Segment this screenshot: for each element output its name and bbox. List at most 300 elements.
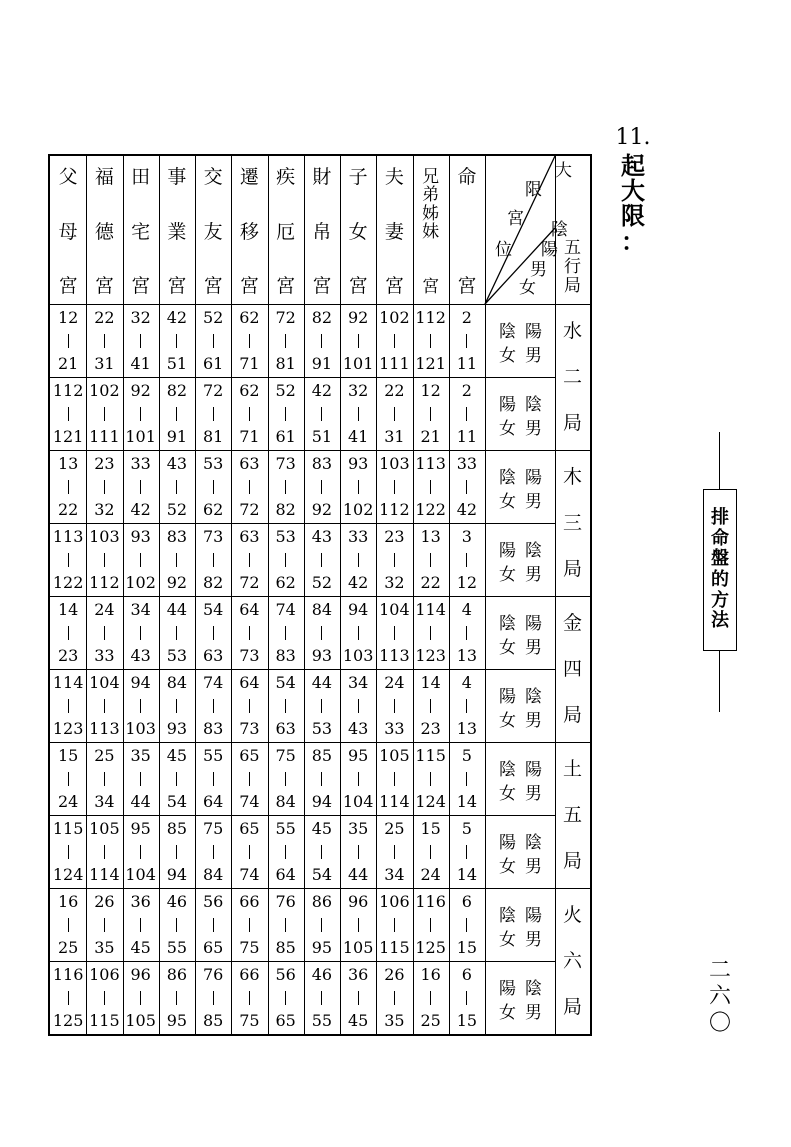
palace-header-char: 弟 xyxy=(422,185,440,206)
palace-header-char: 福 xyxy=(94,166,114,188)
range-end: 112 xyxy=(379,500,410,519)
range-dash xyxy=(358,699,359,713)
age-range-cell xyxy=(376,596,412,669)
range-dash xyxy=(176,845,177,859)
age-range-cell xyxy=(304,304,340,377)
corner-label-nan: 男 xyxy=(530,260,547,280)
range-end: 13 xyxy=(456,646,478,665)
age-range-cell xyxy=(268,304,304,377)
side-char-3: 的 xyxy=(711,569,729,590)
range-start: 54 xyxy=(275,673,296,692)
range-end: 22 xyxy=(57,500,79,519)
range-end: 122 xyxy=(415,500,446,519)
range-end: 52 xyxy=(166,500,188,519)
range-start: 23 xyxy=(384,527,405,546)
palace-header-4 xyxy=(195,156,231,304)
range-start: 75 xyxy=(275,746,296,765)
range-dash xyxy=(321,699,322,713)
range-dash xyxy=(213,699,214,713)
palace-header-char: 宮 xyxy=(58,275,78,297)
age-range-cell xyxy=(268,377,304,450)
range-start: 5 xyxy=(461,819,472,838)
range-dash xyxy=(68,553,69,567)
major-limit-table xyxy=(48,154,592,1036)
age-range-cell xyxy=(449,523,485,596)
range-start: 22 xyxy=(94,308,115,327)
range-end: 72 xyxy=(239,500,260,519)
range-dash xyxy=(321,918,322,932)
range-start: 36 xyxy=(347,965,369,984)
page-num-char-0: 二 xyxy=(708,958,731,983)
range-end: 123 xyxy=(52,719,84,738)
range-dash xyxy=(430,845,431,859)
range-dash xyxy=(430,626,431,640)
range-end: 125 xyxy=(415,938,446,957)
range-start: 44 xyxy=(311,673,333,692)
corner-label-ju-2: 局 xyxy=(564,276,581,296)
range-end: 32 xyxy=(384,573,405,592)
range-start: 112 xyxy=(415,308,446,327)
gender-char: 陰 xyxy=(499,322,516,342)
age-range-cell xyxy=(86,742,122,815)
range-dash xyxy=(430,334,431,348)
range-start: 13 xyxy=(420,527,441,546)
age-range-cell xyxy=(86,669,122,742)
range-start: 46 xyxy=(311,965,333,984)
range-start: 105 xyxy=(379,746,410,765)
palace-header-char: 宮 xyxy=(167,275,187,297)
range-start: 72 xyxy=(275,308,296,327)
range-end: 121 xyxy=(415,354,446,373)
range-end: 35 xyxy=(384,1011,405,1030)
range-end: 95 xyxy=(166,1011,188,1030)
range-dash xyxy=(466,626,467,640)
age-range-cell xyxy=(268,742,304,815)
range-dash xyxy=(213,407,214,421)
age-range-cell xyxy=(123,888,159,961)
age-range-cell xyxy=(340,523,376,596)
gender-char: 陰 xyxy=(499,614,516,634)
age-range-cell xyxy=(123,596,159,669)
range-dash xyxy=(68,699,69,713)
age-range-cell xyxy=(159,596,195,669)
age-range-cell xyxy=(159,377,195,450)
range-dash xyxy=(213,845,214,859)
range-start: 16 xyxy=(420,965,441,984)
range-start: 13 xyxy=(57,454,79,473)
gender-char: 男 xyxy=(525,492,542,512)
range-start: 53 xyxy=(202,454,224,473)
range-end: 95 xyxy=(311,938,333,957)
range-start: 116 xyxy=(52,965,84,984)
range-end: 45 xyxy=(347,1011,369,1030)
range-dash xyxy=(140,699,141,713)
range-dash xyxy=(176,991,177,1005)
range-end: 22 xyxy=(420,573,441,592)
range-start: 25 xyxy=(94,746,115,765)
range-end: 31 xyxy=(384,427,405,446)
range-end: 121 xyxy=(52,427,84,446)
age-range-cell xyxy=(195,961,231,1034)
range-start: 76 xyxy=(275,892,296,911)
range-end: 42 xyxy=(347,573,369,592)
palace-header-2 xyxy=(123,156,159,304)
palace-header-char: 父 xyxy=(58,166,78,188)
range-dash xyxy=(466,480,467,494)
age-range-cell xyxy=(449,742,485,815)
range-end: 65 xyxy=(202,938,224,957)
range-start: 14 xyxy=(420,673,441,692)
age-range-cell xyxy=(50,815,86,888)
age-range-cell xyxy=(123,961,159,1034)
palace-header-7 xyxy=(304,156,340,304)
range-dash xyxy=(358,845,359,859)
age-range-cell xyxy=(159,742,195,815)
palace-header-char: 疾 xyxy=(276,166,296,188)
age-range-cell xyxy=(50,596,86,669)
range-start: 6 xyxy=(461,965,472,984)
range-start: 95 xyxy=(130,819,151,838)
age-range-cell xyxy=(376,669,412,742)
range-dash xyxy=(285,699,286,713)
range-end: 83 xyxy=(202,719,224,738)
range-dash xyxy=(176,626,177,640)
range-end: 42 xyxy=(456,500,478,519)
age-range-cell xyxy=(449,669,485,742)
range-dash xyxy=(104,480,105,494)
age-range-cell xyxy=(123,304,159,377)
range-start: 83 xyxy=(311,454,333,473)
range-end: 64 xyxy=(275,865,296,884)
range-start: 85 xyxy=(311,746,333,765)
range-end: 102 xyxy=(125,573,156,592)
range-dash xyxy=(140,626,141,640)
gender-char: 男 xyxy=(525,711,542,731)
gender-char: 陽 xyxy=(499,833,516,853)
ju-cell-3 xyxy=(555,742,590,888)
palace-header-char: 友 xyxy=(203,220,223,243)
range-dash xyxy=(249,918,250,932)
ju-char: 三 xyxy=(562,512,582,534)
range-start: 84 xyxy=(166,673,188,692)
palace-header-char: 宅 xyxy=(131,220,151,243)
corner-label-nu: 女 xyxy=(519,278,536,298)
range-end: 33 xyxy=(384,719,405,738)
range-end: 44 xyxy=(130,792,151,811)
range-end: 84 xyxy=(275,792,296,811)
section-number: 11. xyxy=(615,125,651,150)
gender-char: 男 xyxy=(525,784,542,804)
range-dash xyxy=(285,407,286,421)
range-dash xyxy=(285,918,286,932)
ju-char: 火 xyxy=(562,904,582,926)
range-start: 23 xyxy=(94,454,115,473)
range-end: 33 xyxy=(94,646,115,665)
range-end: 41 xyxy=(347,427,369,446)
age-range-cell xyxy=(50,377,86,450)
range-dash xyxy=(249,407,250,421)
range-end: 112 xyxy=(89,573,120,592)
range-end: 55 xyxy=(166,938,188,957)
range-end: 34 xyxy=(384,865,405,884)
palace-header-char: 母 xyxy=(58,220,78,243)
palace-header-3 xyxy=(159,156,195,304)
range-dash xyxy=(394,991,395,1005)
range-start: 25 xyxy=(384,819,405,838)
palace-header-char: 移 xyxy=(239,220,259,243)
range-end: 55 xyxy=(311,1011,333,1030)
range-dash xyxy=(430,553,431,567)
range-start: 55 xyxy=(275,819,296,838)
gender-char: 女 xyxy=(499,930,516,950)
range-end: 124 xyxy=(52,865,84,884)
corner-label-yin: 陰 xyxy=(551,220,568,240)
range-end: 93 xyxy=(311,646,333,665)
range-dash xyxy=(285,480,286,494)
gender-char: 男 xyxy=(525,419,542,439)
age-range-cell xyxy=(195,596,231,669)
range-end: 103 xyxy=(125,719,156,738)
age-range-cell xyxy=(413,304,449,377)
range-start: 36 xyxy=(130,892,151,911)
age-range-cell xyxy=(159,304,195,377)
palace-header-char: 財 xyxy=(312,166,332,188)
range-end: 84 xyxy=(202,865,224,884)
range-start: 42 xyxy=(166,308,188,327)
range-end: 24 xyxy=(57,792,79,811)
range-start: 65 xyxy=(239,746,260,765)
gender-char: 男 xyxy=(525,930,542,950)
page-num-char-1: 六 xyxy=(708,984,731,1010)
range-end: 82 xyxy=(275,500,296,519)
side-char-2: 盤 xyxy=(711,548,729,570)
range-dash xyxy=(358,772,359,786)
range-start: 115 xyxy=(415,746,446,765)
age-range-cell xyxy=(340,450,376,523)
range-start: 66 xyxy=(239,965,260,984)
range-end: 114 xyxy=(89,865,120,884)
range-dash xyxy=(466,699,467,713)
age-range-cell xyxy=(123,450,159,523)
range-end: 54 xyxy=(311,865,333,884)
palace-header-char: 女 xyxy=(348,220,368,243)
range-start: 52 xyxy=(202,308,224,327)
age-range-cell xyxy=(86,304,122,377)
range-dash xyxy=(140,407,141,421)
ju-char: 局 xyxy=(562,996,582,1018)
range-dash xyxy=(176,699,177,713)
range-start: 73 xyxy=(275,454,296,473)
section-heading xyxy=(613,126,653,254)
gender-char: 陽 xyxy=(499,395,516,415)
age-range-cell xyxy=(123,669,159,742)
range-start: 15 xyxy=(57,746,79,765)
range-dash xyxy=(104,334,105,348)
age-range-cell xyxy=(268,596,304,669)
range-start: 102 xyxy=(89,381,120,400)
age-range-cell xyxy=(195,815,231,888)
range-end: 115 xyxy=(89,1011,120,1030)
range-end: 31 xyxy=(94,354,115,373)
ju-char: 局 xyxy=(562,412,582,434)
age-range-cell xyxy=(86,523,122,596)
palace-header-char: 宮 xyxy=(384,275,404,297)
range-start: 33 xyxy=(347,527,369,546)
gender-cell xyxy=(485,742,555,815)
ju-cell-4 xyxy=(555,888,590,1034)
corner-label-wei: 位 xyxy=(495,240,512,260)
age-range-cell xyxy=(159,523,195,596)
range-start: 106 xyxy=(379,892,410,911)
range-start: 62 xyxy=(239,381,260,400)
palace-header-char: 夫 xyxy=(384,166,404,188)
range-end: 11 xyxy=(456,354,478,373)
range-start: 5 xyxy=(461,746,472,765)
age-range-cell xyxy=(376,450,412,523)
range-start: 33 xyxy=(456,454,478,473)
range-end: 12 xyxy=(456,573,478,592)
age-range-cell xyxy=(268,815,304,888)
range-start: 116 xyxy=(415,892,446,911)
range-dash xyxy=(68,480,69,494)
range-start: 14 xyxy=(57,600,79,619)
range-dash xyxy=(358,991,359,1005)
gender-char: 陽 xyxy=(499,979,516,999)
range-start: 64 xyxy=(239,600,260,619)
ju-char: 五 xyxy=(562,804,582,826)
range-end: 43 xyxy=(347,719,369,738)
range-dash xyxy=(285,845,286,859)
range-start: 44 xyxy=(166,600,188,619)
range-start: 26 xyxy=(384,965,405,984)
side-char-4: 方 xyxy=(711,589,729,611)
range-dash xyxy=(466,334,467,348)
range-end: 75 xyxy=(239,1011,260,1030)
gender-char: 女 xyxy=(499,784,516,804)
age-range-cell xyxy=(159,450,195,523)
range-end: 81 xyxy=(202,427,224,446)
range-dash xyxy=(140,991,141,1005)
range-end: 72 xyxy=(239,573,260,592)
range-dash xyxy=(140,553,141,567)
range-start: 32 xyxy=(347,381,369,400)
age-range-cell xyxy=(413,888,449,961)
range-end: 93 xyxy=(166,719,188,738)
title-char-0: 起 xyxy=(621,151,645,181)
range-start: 103 xyxy=(379,454,410,473)
range-start: 4 xyxy=(461,673,472,692)
range-start: 4 xyxy=(461,600,472,619)
age-range-cell xyxy=(159,888,195,961)
age-range-cell xyxy=(231,888,267,961)
range-dash xyxy=(394,699,395,713)
age-range-cell xyxy=(340,815,376,888)
range-dash xyxy=(285,772,286,786)
range-end: 53 xyxy=(166,646,188,665)
range-dash xyxy=(358,918,359,932)
range-start: 114 xyxy=(52,673,84,692)
range-end: 105 xyxy=(125,1011,156,1030)
gender-char: 陽 xyxy=(499,687,516,707)
palace-header-char: 宮 xyxy=(203,275,223,297)
age-range-cell xyxy=(231,596,267,669)
palace-header-char: 宮 xyxy=(239,275,259,297)
age-range-cell xyxy=(86,377,122,450)
palace-header-char: 妻 xyxy=(384,220,404,243)
age-range-cell xyxy=(413,523,449,596)
age-range-cell xyxy=(159,815,195,888)
range-start: 62 xyxy=(239,308,260,327)
range-start: 46 xyxy=(166,892,188,911)
range-dash xyxy=(321,480,322,494)
age-range-cell xyxy=(449,304,485,377)
page-number xyxy=(703,958,737,1037)
range-end: 62 xyxy=(275,573,296,592)
range-end: 34 xyxy=(94,792,115,811)
range-dash xyxy=(249,626,250,640)
age-range-cell xyxy=(413,596,449,669)
ju-char: 局 xyxy=(562,850,582,872)
range-start: 85 xyxy=(166,819,188,838)
range-end: 54 xyxy=(166,792,188,811)
range-dash xyxy=(249,772,250,786)
age-range-cell xyxy=(413,961,449,1034)
gender-cell xyxy=(485,815,555,888)
age-range-cell xyxy=(231,815,267,888)
range-end: 63 xyxy=(202,646,224,665)
range-dash xyxy=(358,480,359,494)
range-dash xyxy=(104,991,105,1005)
age-range-cell xyxy=(449,596,485,669)
palace-header-char: 命 xyxy=(457,166,477,188)
gender-char: 男 xyxy=(525,638,542,658)
range-end: 35 xyxy=(94,938,115,957)
range-start: 42 xyxy=(311,381,333,400)
range-end: 115 xyxy=(379,938,410,957)
range-start: 86 xyxy=(166,965,188,984)
range-start: 86 xyxy=(311,892,333,911)
range-end: 51 xyxy=(166,354,188,373)
age-range-cell xyxy=(159,669,195,742)
age-range-cell xyxy=(268,888,304,961)
palace-header-char: 宮 xyxy=(457,275,477,297)
palace-header-char: 兄 xyxy=(422,167,440,187)
range-end: 123 xyxy=(415,646,446,665)
palace-header-5 xyxy=(231,156,267,304)
gender-cell xyxy=(485,669,555,742)
gender-char: 陰 xyxy=(525,687,542,707)
side-char-0: 排 xyxy=(711,506,729,528)
range-dash xyxy=(285,626,286,640)
age-range-cell xyxy=(376,742,412,815)
gender-char: 女 xyxy=(499,638,516,658)
age-range-cell xyxy=(86,596,122,669)
palace-header-0 xyxy=(50,156,86,304)
range-dash xyxy=(140,918,141,932)
range-dash xyxy=(104,918,105,932)
age-range-cell xyxy=(413,669,449,742)
age-range-cell xyxy=(123,815,159,888)
gender-char: 男 xyxy=(525,857,542,877)
range-dash xyxy=(466,772,467,786)
gender-cell xyxy=(485,304,555,377)
range-dash xyxy=(394,480,395,494)
range-dash xyxy=(68,772,69,786)
range-start: 112 xyxy=(52,381,84,400)
gender-char: 男 xyxy=(525,565,542,585)
gender-char: 陰 xyxy=(525,979,542,999)
range-dash xyxy=(213,334,214,348)
